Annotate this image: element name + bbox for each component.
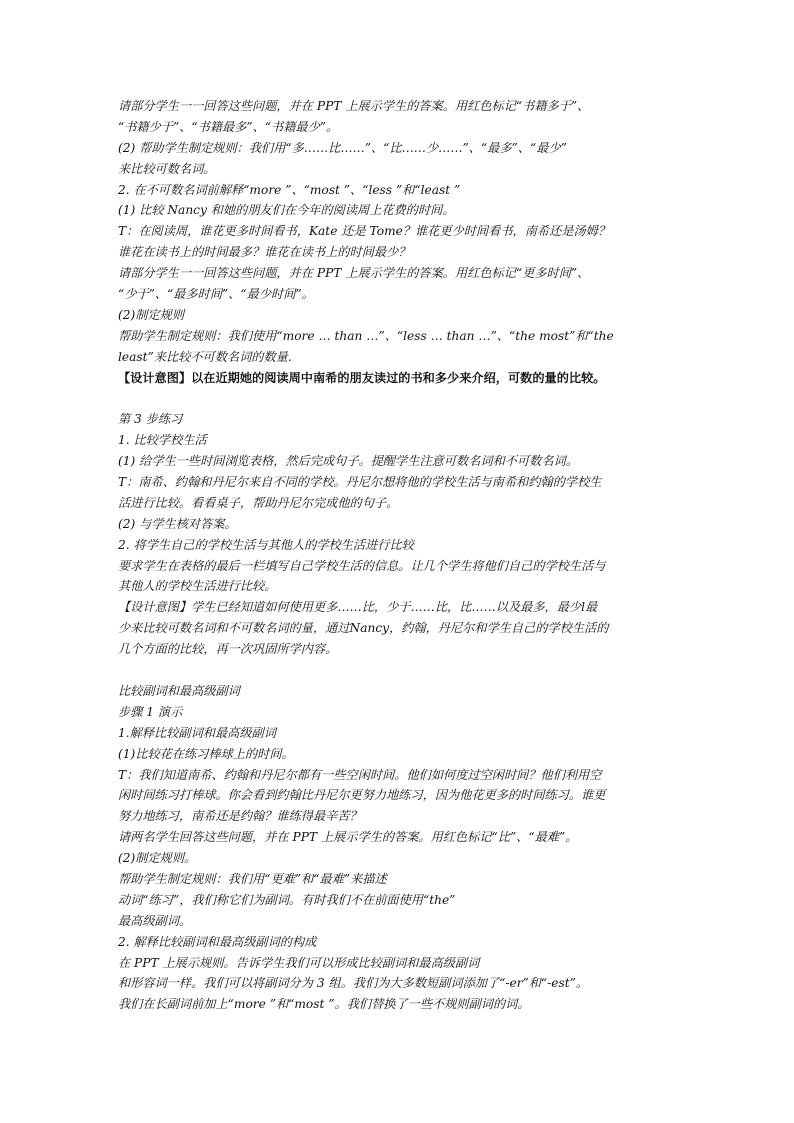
paragraph-gap xyxy=(118,660,680,681)
text-line: 要求学生在表格的最后一栏填写自己学校生活的信息。让几个学生将他们自己的学校生活与 xyxy=(118,558,606,573)
text-line: 活进行比较。看看桌子，帮助丹尼尔完成他的句子。 xyxy=(118,495,399,510)
section-heading: 第 3 步练习 xyxy=(118,412,183,427)
text-line: 步骤 1 演示 xyxy=(118,704,183,719)
text-line: 几个方面的比较，再一次巩固所学内容。 xyxy=(118,642,338,657)
text-line: 1.解释比较副词和最高级副词 xyxy=(118,725,276,740)
text-line: (1) 比较 Nancy 和她的朋友们在今年的阅读周上花费的时间。 xyxy=(118,203,455,218)
text-line: 请部分学生一一回答这些问题，并在 PPT 上展示学生的答案。用红色标记“书籍多于”、 xyxy=(118,99,590,113)
text-line: (2) 与学生核对答案。 xyxy=(118,516,237,531)
document-body xyxy=(118,96,680,1015)
paragraph-gap xyxy=(118,388,680,409)
text-line: (2)制定规则 xyxy=(118,307,185,322)
section-comparing-countable-uncountable xyxy=(118,96,680,388)
text-line: 2. 将学生自己的学校生活与其他人的学校生活进行比较 xyxy=(118,537,414,552)
text-line: 来比较可数名词。 xyxy=(118,161,216,176)
text-line: 谁花在读书上的时间最多？谁花在读书上的时间最少？ xyxy=(118,245,411,260)
text-line: T：南希、约翰和丹尼尔来自不同的学校。丹尼尔想将他的学校生活与南希和约翰的学校生 xyxy=(118,475,602,490)
text-line: 1. 比较学校生活 xyxy=(118,433,207,448)
design-intent-line: 【设计意图】学生已经知道如何使用更多……比，少于……比，比……以及最多，最少l最 xyxy=(118,600,598,615)
text-line: 努力地练习，南希还是约翰？谁练得最辛苦？ xyxy=(118,809,362,824)
text-line: (2) 帮助学生制定规则：我们用“多……比……”、“比……少……”、“最多”、“最少” xyxy=(118,140,567,155)
text-line: “书籍少于”、“书籍最多”、“书籍最少”。 xyxy=(118,119,339,134)
section-step3-practice xyxy=(118,409,680,660)
text-line: 和形容词一样。我们可以将副词分为 3 组。我们为大多数短副词添加了“-er”和“-est”。 xyxy=(118,976,589,991)
text-line: 请两名学生回答这些问题，并在 PPT 上展示学生的答案。用红色标记“比”、“最难”。 xyxy=(118,830,578,845)
text-line: 少来比较可数名词和不可数名词的量，通过Nancy，约翰，丹尼尔和学生自己的学校生活的 xyxy=(118,621,609,636)
text-line: 闲时间练习打棒球。你会看到约翰比丹尼尔更努力地练习，因为他花更多的时间练习。谁更 xyxy=(118,788,606,803)
text-line: 帮助学生制定规则：我们用“更难”和“最难”来描述 xyxy=(118,871,387,886)
text-line: T：在阅读周，谁花更多时间看书，Kate 还是 Tome？谁花更少时间看书，南希还是汤姆？ xyxy=(118,224,611,239)
text-line: 2. 在不可数名词前解释“more ”、“most ”、“less ”和“least ” xyxy=(118,182,461,197)
text-line: 2. 解释比较副词和最高级副词的构成 xyxy=(118,934,317,949)
text-line: 请部分学生一一回答这些问题，并在 PPT 上展示学生的答案。用红色标记“更多时间”、 xyxy=(118,266,590,281)
text-line: (2)制定规则。 xyxy=(118,851,197,866)
text-line: 我们在长副词前加上“more ”和“most ”。我们替换了一些不规则副词的词。 xyxy=(118,997,530,1012)
text-line: T：我们知道南希、约翰和丹尼尔都有一些空闲时间。他们如何度过空闲时间？他们利用空 xyxy=(118,767,602,782)
text-line: (1)比较花在练习棒球上的时间。 xyxy=(118,746,294,761)
text-line: (1) 给学生一些时间浏览表格，然后完成句子。提醒学生注意可数名词和不可数名词。 xyxy=(118,454,578,469)
section-heading: 比较副词和最高级副词 xyxy=(118,683,240,698)
text-line: 帮助学生制定规则：我们使用“more … than …”、“less … than …”、“the most”和“the xyxy=(118,328,614,343)
text-line: 动词“练习”，我们称它们为副词。有时我们不在前面使用“the” xyxy=(118,892,456,907)
section-comparative-adverbs xyxy=(118,681,680,1015)
design-intent-line: 【设计意图】以在近期她的阅读周中南希的朋友读过的书和多少来介绍，可数的量的比较。 xyxy=(118,370,606,385)
text-line: 最高级副词。 xyxy=(118,913,192,928)
text-line: 在 PPT 上展示规则。告诉学生我们可以形成比较副词和最高级副词 xyxy=(118,955,480,970)
text-line: least”来比较不可数名词的数量. xyxy=(118,349,292,364)
text-line: “少于”、“最多时间”、“最少时间”。 xyxy=(118,287,314,302)
text-line: 其他人的学校生活进行比较。 xyxy=(118,579,277,594)
